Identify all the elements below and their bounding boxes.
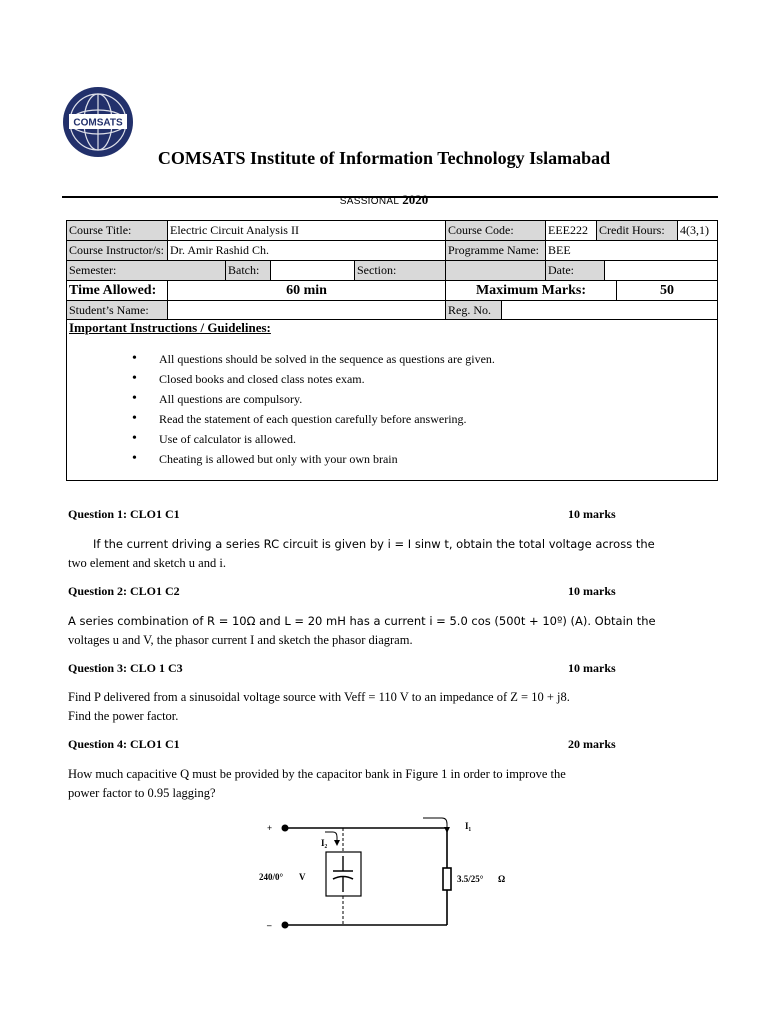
credit-hours-value: 4(3,1) xyxy=(678,221,717,241)
terminal-negative xyxy=(282,922,289,929)
reg-no-label: Reg. No. xyxy=(446,301,502,319)
exam-title xyxy=(0,192,768,208)
batch-field[interactable] xyxy=(271,261,355,281)
question-1-body xyxy=(68,535,708,573)
question-4-body xyxy=(68,765,708,803)
instruction-item: • Cheating is allowed but only with your own brain xyxy=(132,449,495,469)
date-label: Date: xyxy=(546,261,605,281)
course-title-label: Course Title: xyxy=(67,221,168,241)
semester-label: Semester: xyxy=(67,261,226,281)
circuit-figure xyxy=(255,812,525,937)
date-field[interactable] xyxy=(605,261,717,281)
question-3-body xyxy=(68,688,708,726)
question-3-line-2: Find the power factor. xyxy=(68,709,179,723)
question-4-marks: 20 marks xyxy=(568,737,616,751)
course-info-table xyxy=(66,220,718,320)
current-i2-label: I₂ xyxy=(321,838,328,848)
question-2-marks: 10 marks xyxy=(568,584,616,598)
question-3-title: Question 3: CLO 1 C3 xyxy=(68,661,183,675)
question-2-body xyxy=(68,612,708,650)
time-allowed-label: Time Allowed: xyxy=(67,281,168,301)
impedance-unit: Ω xyxy=(498,874,506,884)
plus-sign: + xyxy=(267,823,273,833)
source-voltage-unit: V xyxy=(299,872,306,882)
question-1-line-2: two element and sketch u and i. xyxy=(68,556,226,570)
student-name-label: Student’s Name: xyxy=(67,301,168,319)
instructions-box xyxy=(66,319,718,481)
instructor-value: Dr. Amir Rashid Ch. xyxy=(168,241,446,261)
max-marks-value: 50 xyxy=(617,281,717,301)
impedance-resistor xyxy=(443,868,451,890)
instructions-heading: Important Instructions / Guidelines: xyxy=(69,320,271,335)
instruction-item: • Read the statement of each question carefully before answering. xyxy=(132,409,495,429)
impedance-label: 3.5/25° xyxy=(457,874,484,884)
programme-value: BEE xyxy=(546,241,717,261)
instruction-item: • Use of calculator is allowed. xyxy=(132,429,495,449)
question-2-line-2: voltages u and V, the phasor current I and sketch the phasor diagram. xyxy=(68,633,413,647)
question-4-title: Question 4: CLO1 C1 xyxy=(68,737,180,751)
institution-title: COMSATS Institute of Information Technology Islamabad xyxy=(157,148,611,168)
question-3-marks: 10 marks xyxy=(568,661,616,675)
course-code-value: EEE222 xyxy=(546,221,597,241)
student-name-field[interactable] xyxy=(168,301,446,319)
instructor-label: Course Instructor/s: xyxy=(67,241,168,261)
question-1-title: Question 1: CLO1 C1 xyxy=(68,507,180,521)
exam-word: SASSIONAL xyxy=(339,196,400,207)
logo-text: COMSATS xyxy=(73,117,123,129)
programme-label: Programme Name: xyxy=(446,241,546,261)
question-2-line-1: A series combination of R = 10Ω and L = 20 mH has a current i = 5.0 cos (500t + 10º) (A). Obtain the xyxy=(68,614,656,628)
current-i1-arrowhead xyxy=(444,827,450,833)
max-marks-label: Maximum Marks: xyxy=(446,281,617,301)
question-1-line-1: If the current driving a series RC circuit is given by i = I sinw t, obtain the total voltage across the xyxy=(93,537,655,551)
question-3-line-1: Find P delivered from a sinusoidal voltage source with Veff = 110 V to an impedance of Z = 10 + j8. xyxy=(68,690,570,704)
instruction-item: • Closed books and closed class notes exam. xyxy=(132,369,495,389)
course-title-value: Electric Circuit Analysis II xyxy=(168,221,446,241)
question-4-line-1: How much capacitive Q must be provided by the capacitor bank in Figure 1 in order to improve the xyxy=(68,767,566,781)
instructions-list xyxy=(132,349,495,469)
minus-sign: – xyxy=(267,920,272,930)
terminal-positive xyxy=(282,825,289,832)
question-2-title: Question 2: CLO1 C2 xyxy=(68,584,180,598)
question-1-marks: 10 marks xyxy=(568,507,616,521)
instruction-item: • All questions are compulsory. xyxy=(132,389,495,409)
course-code-label: Course Code: xyxy=(446,221,546,241)
section-field[interactable] xyxy=(446,261,546,281)
instruction-item: • All questions should be solved in the sequence as questions are given. xyxy=(132,349,495,369)
question-4-line-2: power factor to 0.95 lagging? xyxy=(68,786,216,800)
credit-hours-label: Credit Hours: xyxy=(597,221,678,241)
time-allowed-value: 60 min xyxy=(168,281,446,301)
batch-label: Batch: xyxy=(226,261,271,281)
source-voltage-label: 240/0° xyxy=(259,872,284,882)
current-i1-label: I₁ xyxy=(465,821,472,831)
current-i2-arrowhead xyxy=(334,840,340,846)
section-label: Section: xyxy=(355,261,446,281)
reg-no-field[interactable] xyxy=(502,301,717,319)
exam-year: 2020 xyxy=(402,192,429,207)
